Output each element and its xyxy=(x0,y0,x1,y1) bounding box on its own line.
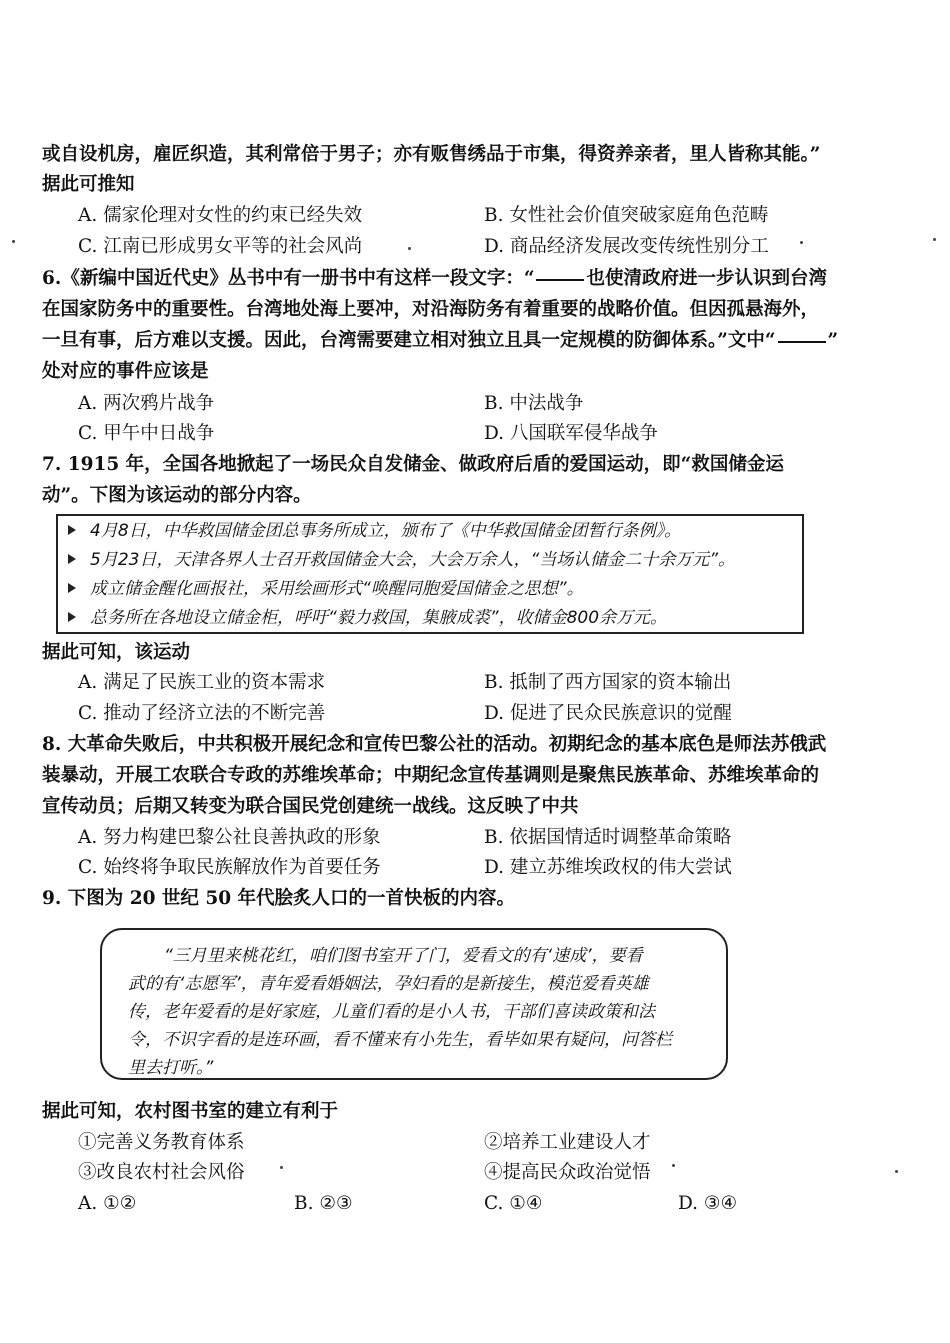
scan-speck xyxy=(672,1164,675,1167)
q7-option-b: B. 抵制了西方国家的资本输出 xyxy=(484,672,732,693)
q7-line-2: 动”。下图为该运动的部分内容。 xyxy=(42,485,312,506)
q8-line-2: 装暴动，开展工农联合专政的苏维埃革命；中期纪念宣传基调则是聚焦民族革命、苏维埃革命的 xyxy=(42,765,820,786)
q6-option-c: C. 甲午中日战争 xyxy=(78,423,215,444)
q9-item-3: ③改良农村社会风俗 xyxy=(78,1162,245,1183)
q9-item-4: ④提高民众政治觉悟 xyxy=(484,1162,651,1183)
q8-option-a: A. 努力构建巴黎公社良善执政的形象 xyxy=(78,827,381,848)
q6-line-1 xyxy=(42,266,827,292)
q9-box-row-1: “三月里来桃花红，咱们图书室开了门，爱看文的有‘速成’，要看 xyxy=(164,946,643,966)
bullet-triangle-icon xyxy=(68,612,76,622)
scan-speck xyxy=(933,238,936,241)
q6-line-1-part-a: 6.《新编中国近代史》丛书中有一册书中有这样一段文字：“ xyxy=(42,268,535,289)
q9-quote-box xyxy=(100,928,728,1080)
q6-line-1-part-b: 也使清政府进一步认识到台湾 xyxy=(586,268,827,289)
q6-line-3 xyxy=(42,328,838,354)
q5-continuation-text: 或自设机房，雇匠织造，其利常倍于男子；亦有贩售绣品于市集，得资养亲者，里人皆称其能。” xyxy=(42,144,821,165)
q6-option-a: A. 两次鸦片战争 xyxy=(78,393,215,414)
q9-box-row-5: 里去打听。” xyxy=(128,1058,214,1078)
q9-option-b: B. ②③ xyxy=(294,1193,353,1214)
q7-box-row-3 xyxy=(68,577,584,601)
scan-speck xyxy=(895,1170,898,1173)
q6-option-d: D. 八国联军侵华战争 xyxy=(484,423,658,444)
q7-box-row-1 xyxy=(68,519,681,543)
q9-box-row-4: 令，不识字看的是连环画，看不懂来有小先生，看毕如果有疑问，问答栏 xyxy=(128,1030,672,1050)
q7-option-a: A. 满足了民族工业的资本需求 xyxy=(78,672,326,693)
q9-option-c: C. ①④ xyxy=(484,1193,543,1214)
q8-option-b: B. 依据国情适时调整革命策略 xyxy=(484,827,732,848)
q7-stem: 据此可知，该运动 xyxy=(42,642,191,663)
q8-line-3: 宣传动员；后期又转变为联合国民党创建统一战线。这反映了中共 xyxy=(42,796,579,817)
q7-option-d: D. 促进了民众民族意识的觉醒 xyxy=(484,703,732,724)
q7-line-1: 7. 1915 年，全国各地掀起了一场民众自发储金、做政府后盾的爱国运动，即“救国储金运 xyxy=(42,454,784,475)
bullet-triangle-icon xyxy=(68,525,76,535)
q5-option-a: A. 儒家伦理对女性的约束已经失效 xyxy=(78,205,363,226)
scan-speck xyxy=(800,241,803,244)
q7-box-text-3: 成立储金醒化画报社，采用绘画形式“唤醒同胞爱国储金之思想”。 xyxy=(90,579,584,599)
bullet-triangle-icon xyxy=(68,583,76,593)
q7-box-row-4 xyxy=(68,606,667,630)
q7-info-box xyxy=(56,514,804,634)
q9-box-row-2: 武的有‘志愿军’，青年爱看婚姻法，孕妇看的是新接生，模范爱看英雄 xyxy=(128,974,649,994)
q8-line-1: 8. 大革命失败后，中共积极开展纪念和宣传巴黎公社的活动。初期纪念的基本底色是师法苏俄武 xyxy=(42,734,827,755)
q8-option-c: C. 始终将争取民族解放作为首要任务 xyxy=(78,857,381,878)
q7-box-text-2: 5月23日，天津各界人士召开救国储金大会，大会万余人，“当场认储金二十余万元”。 xyxy=(90,550,736,570)
q6-line-2: 在国家防务中的重要性。台湾地处海上要冲，对沿海防务有着重要的战略价值。但因孤悬海外， xyxy=(42,299,820,320)
q5-option-c: C. 江南已形成男女平等的社会风尚 xyxy=(78,236,363,257)
q6-blank-2 xyxy=(778,341,826,343)
q9-box-row-3: 传，老年爱看的是好家庭，儿童们看的是小人书，干部们喜读政策和法 xyxy=(128,1002,655,1022)
q6-line-4: 处对应的事件应该是 xyxy=(42,361,209,382)
q9-option-a: A. ①② xyxy=(78,1193,137,1214)
q7-option-c: C. 推动了经济立法的不断完善 xyxy=(78,703,326,724)
q5-option-b: B. 女性社会价值突破家庭角色范畴 xyxy=(484,205,769,226)
q9-item-1: ①完善义务教育体系 xyxy=(78,1132,245,1153)
q7-box-row-2 xyxy=(68,548,735,572)
q7-box-text-4: 总务所在各地设立储金柜，呼吁“毅力救国，集腋成裘”，收储金800余万元。 xyxy=(90,608,668,628)
q9-line-1: 9. 下图为 20 世纪 50 年代脍炙人口的一首快板的内容。 xyxy=(42,888,516,909)
q6-blank-1 xyxy=(536,279,584,281)
q6-line-3-part-b: ” xyxy=(827,330,839,351)
q5-stem: 据此可推知 xyxy=(42,174,135,195)
bullet-triangle-icon xyxy=(68,554,76,564)
q7-box-text-1: 4月8日，中华救国储金团总事务所成立，颁布了《中华救国储金团暂行条例》。 xyxy=(90,521,682,541)
q9-stem: 据此可知，农村图书室的建立有利于 xyxy=(42,1101,339,1122)
q9-option-d: D. ③④ xyxy=(678,1193,738,1214)
q6-option-b: B. 中法战争 xyxy=(484,393,584,414)
q9-item-2: ②培养工业建设人才 xyxy=(484,1132,651,1153)
q6-line-3-part-a: 一旦有事，后方难以支援。因此，台湾需要建立相对独立且具一定规模的防御体系。”文中“ xyxy=(42,330,776,351)
scan-speck xyxy=(12,240,15,243)
scan-speck xyxy=(408,247,411,250)
scan-speck xyxy=(280,1166,283,1169)
q8-option-d: D. 建立苏维埃政权的伟大尝试 xyxy=(484,857,732,878)
q5-option-d: D. 商品经济发展改变传统性别分工 xyxy=(484,236,769,257)
